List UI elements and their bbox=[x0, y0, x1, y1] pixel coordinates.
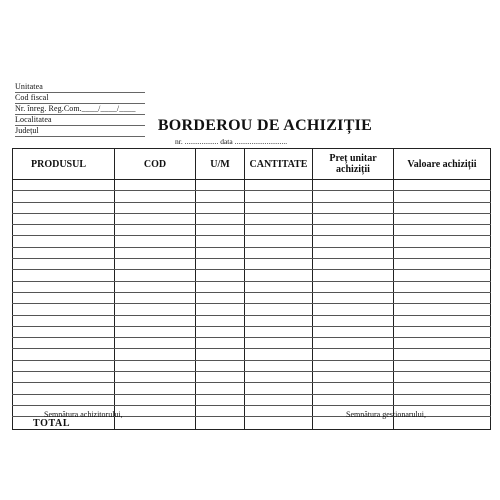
table-cell[interactable] bbox=[313, 259, 394, 270]
table-cell[interactable] bbox=[245, 394, 313, 405]
table-cell[interactable] bbox=[196, 281, 245, 292]
table-cell[interactable] bbox=[115, 405, 196, 416]
table-cell[interactable] bbox=[13, 225, 115, 236]
total-cell[interactable] bbox=[115, 417, 196, 430]
table-cell[interactable] bbox=[13, 191, 115, 202]
manager-signature-label: Semnătura gestionarului, bbox=[346, 410, 426, 419]
table-cell[interactable] bbox=[245, 349, 313, 360]
table-row bbox=[13, 281, 491, 292]
table-cell[interactable] bbox=[13, 383, 115, 394]
table-row bbox=[13, 191, 491, 202]
table-cell[interactable] bbox=[313, 180, 394, 191]
table-cell[interactable] bbox=[115, 304, 196, 315]
table-cell[interactable] bbox=[313, 202, 394, 213]
acquisition-table bbox=[12, 148, 491, 430]
table-row bbox=[13, 326, 491, 337]
table-cell[interactable] bbox=[196, 372, 245, 383]
table-cell[interactable] bbox=[13, 213, 115, 224]
table-cell[interactable] bbox=[245, 383, 313, 394]
table-cell[interactable] bbox=[115, 394, 196, 405]
table-cell[interactable] bbox=[196, 259, 245, 270]
table-cell[interactable] bbox=[313, 304, 394, 315]
table-cell[interactable] bbox=[115, 349, 196, 360]
table-cell[interactable] bbox=[313, 315, 394, 326]
table-row bbox=[13, 372, 491, 383]
table-cell[interactable] bbox=[313, 247, 394, 258]
table-cell[interactable] bbox=[13, 304, 115, 315]
table-cell[interactable] bbox=[115, 247, 196, 258]
table-row bbox=[13, 304, 491, 315]
table-cell[interactable] bbox=[313, 281, 394, 292]
table-cell[interactable] bbox=[313, 270, 394, 281]
table-cell[interactable] bbox=[394, 213, 491, 224]
table-cell[interactable] bbox=[196, 247, 245, 258]
column-header-produsul: PRODUSUL bbox=[13, 149, 115, 180]
table-cell[interactable] bbox=[196, 338, 245, 349]
total-cell[interactable] bbox=[245, 417, 313, 430]
table-cell[interactable] bbox=[313, 394, 394, 405]
table-cell[interactable] bbox=[394, 191, 491, 202]
table-cell[interactable] bbox=[115, 292, 196, 303]
table-row bbox=[13, 202, 491, 213]
number-date-line[interactable]: nr. .................. data ............................ bbox=[175, 137, 288, 146]
table-cell[interactable] bbox=[13, 270, 115, 281]
total-cell[interactable] bbox=[196, 417, 245, 430]
buyer-signature-label: Semnătura achizitorului, bbox=[44, 410, 123, 419]
table-cell[interactable] bbox=[313, 236, 394, 247]
table-cell[interactable] bbox=[115, 383, 196, 394]
table-row bbox=[13, 315, 491, 326]
table-cell[interactable] bbox=[13, 281, 115, 292]
table-cell[interactable] bbox=[245, 191, 313, 202]
table-cell[interactable] bbox=[13, 315, 115, 326]
table-cell[interactable] bbox=[394, 281, 491, 292]
table-cell[interactable] bbox=[115, 270, 196, 281]
company-field-localitatea[interactable]: Localitatea bbox=[15, 115, 145, 126]
table-row bbox=[13, 236, 491, 247]
table-cell[interactable] bbox=[115, 338, 196, 349]
table-cell[interactable] bbox=[313, 372, 394, 383]
table-cell[interactable] bbox=[196, 180, 245, 191]
table-cell[interactable] bbox=[13, 360, 115, 371]
table-row bbox=[13, 394, 491, 405]
table-cell[interactable] bbox=[394, 225, 491, 236]
column-header-pret-unitar: Preț unitar achiziții bbox=[313, 149, 394, 180]
table-cell[interactable] bbox=[13, 326, 115, 337]
table-row bbox=[13, 225, 491, 236]
table-cell[interactable] bbox=[313, 360, 394, 371]
table-cell[interactable] bbox=[196, 360, 245, 371]
table-cell[interactable] bbox=[394, 304, 491, 315]
table-cell[interactable] bbox=[394, 292, 491, 303]
table-cell[interactable] bbox=[196, 394, 245, 405]
table-cell[interactable] bbox=[115, 180, 196, 191]
table-cell[interactable] bbox=[13, 236, 115, 247]
table-cell[interactable] bbox=[313, 191, 394, 202]
table-cell[interactable] bbox=[115, 326, 196, 337]
table-cell[interactable] bbox=[245, 270, 313, 281]
table-cell[interactable] bbox=[115, 191, 196, 202]
table-cell[interactable] bbox=[13, 180, 115, 191]
table-cell[interactable] bbox=[13, 338, 115, 349]
table-cell[interactable] bbox=[13, 292, 115, 303]
document-title: BORDEROU DE ACHIZIȚIE bbox=[157, 117, 373, 134]
table-row bbox=[13, 213, 491, 224]
table-cell[interactable] bbox=[196, 236, 245, 247]
table-row bbox=[13, 338, 491, 349]
table-cell[interactable] bbox=[394, 383, 491, 394]
table-row bbox=[13, 180, 491, 191]
table-cell[interactable] bbox=[115, 213, 196, 224]
table-cell[interactable] bbox=[115, 281, 196, 292]
table-cell[interactable] bbox=[394, 202, 491, 213]
table-cell[interactable] bbox=[115, 202, 196, 213]
table-cell[interactable] bbox=[196, 292, 245, 303]
table-row bbox=[13, 383, 491, 394]
table-cell[interactable] bbox=[196, 315, 245, 326]
table-cell[interactable] bbox=[196, 405, 245, 416]
table-cell[interactable] bbox=[394, 247, 491, 258]
table-cell[interactable] bbox=[13, 202, 115, 213]
table-cell[interactable] bbox=[115, 236, 196, 247]
table-cell[interactable] bbox=[245, 236, 313, 247]
column-header-valoare: Valoare achiziții bbox=[394, 149, 491, 180]
table-cell[interactable] bbox=[115, 225, 196, 236]
table-cell[interactable] bbox=[313, 326, 394, 337]
table-cell[interactable] bbox=[115, 259, 196, 270]
table-cell[interactable] bbox=[196, 202, 245, 213]
table-cell[interactable] bbox=[245, 292, 313, 303]
table-body bbox=[13, 180, 491, 430]
table-cell[interactable] bbox=[394, 338, 491, 349]
table-cell[interactable] bbox=[13, 372, 115, 383]
table-cell[interactable] bbox=[313, 338, 394, 349]
table-cell[interactable] bbox=[313, 213, 394, 224]
column-header-cod: COD bbox=[115, 149, 196, 180]
table-cell[interactable] bbox=[245, 247, 313, 258]
table-cell[interactable] bbox=[196, 383, 245, 394]
company-field-nr-inreg[interactable]: Nr. înreg. Reg.Com.____/____/____ bbox=[15, 104, 145, 115]
table-cell[interactable] bbox=[313, 383, 394, 394]
table-cell[interactable] bbox=[13, 259, 115, 270]
table-cell[interactable] bbox=[245, 202, 313, 213]
table-cell[interactable] bbox=[13, 394, 115, 405]
table-cell[interactable] bbox=[196, 326, 245, 337]
table-cell[interactable] bbox=[313, 292, 394, 303]
table-cell[interactable] bbox=[196, 213, 245, 224]
company-field-cod-fiscal[interactable]: Cod fiscal bbox=[15, 93, 145, 104]
table-cell[interactable] bbox=[196, 191, 245, 202]
table-cell[interactable] bbox=[394, 236, 491, 247]
table-cell[interactable] bbox=[394, 315, 491, 326]
table-cell[interactable] bbox=[394, 349, 491, 360]
table-cell[interactable] bbox=[245, 259, 313, 270]
table-cell[interactable] bbox=[245, 338, 313, 349]
column-header-um: U/M bbox=[196, 149, 245, 180]
table-cell[interactable] bbox=[245, 225, 313, 236]
table-cell[interactable] bbox=[13, 349, 115, 360]
table-cell[interactable] bbox=[196, 225, 245, 236]
table-cell[interactable] bbox=[313, 225, 394, 236]
total-label: TOTAL bbox=[13, 417, 115, 430]
table-row bbox=[13, 270, 491, 281]
table-cell[interactable] bbox=[394, 270, 491, 281]
table-cell[interactable] bbox=[245, 372, 313, 383]
table-cell[interactable] bbox=[245, 405, 313, 416]
table-cell[interactable] bbox=[313, 349, 394, 360]
table-cell[interactable] bbox=[196, 349, 245, 360]
table-cell[interactable] bbox=[13, 247, 115, 258]
table-cell[interactable] bbox=[245, 360, 313, 371]
table-cell[interactable] bbox=[394, 394, 491, 405]
table-cell[interactable] bbox=[245, 180, 313, 191]
company-field-unitatea[interactable]: Unitatea bbox=[15, 82, 145, 93]
table-cell[interactable] bbox=[196, 270, 245, 281]
table-cell[interactable] bbox=[394, 259, 491, 270]
table-cell[interactable] bbox=[196, 304, 245, 315]
table-cell[interactable] bbox=[245, 326, 313, 337]
table-cell[interactable] bbox=[394, 180, 491, 191]
table-row bbox=[13, 247, 491, 258]
table-row bbox=[13, 292, 491, 303]
table-row bbox=[13, 360, 491, 371]
table-cell[interactable] bbox=[115, 315, 196, 326]
table-cell[interactable] bbox=[245, 315, 313, 326]
table-cell[interactable] bbox=[394, 372, 491, 383]
column-header-cantitate: CANTITATE bbox=[245, 149, 313, 180]
table-row bbox=[13, 349, 491, 360]
table-cell[interactable] bbox=[115, 372, 196, 383]
table-cell[interactable] bbox=[394, 360, 491, 371]
table-cell[interactable] bbox=[394, 326, 491, 337]
table-cell[interactable] bbox=[115, 360, 196, 371]
table-header-row bbox=[13, 149, 491, 180]
table-cell[interactable] bbox=[245, 213, 313, 224]
document-title-wrap bbox=[0, 117, 500, 135]
table-row bbox=[13, 259, 491, 270]
company-field-judetul[interactable]: Județul bbox=[15, 126, 145, 137]
table-cell[interactable] bbox=[245, 281, 313, 292]
table-cell[interactable] bbox=[245, 304, 313, 315]
